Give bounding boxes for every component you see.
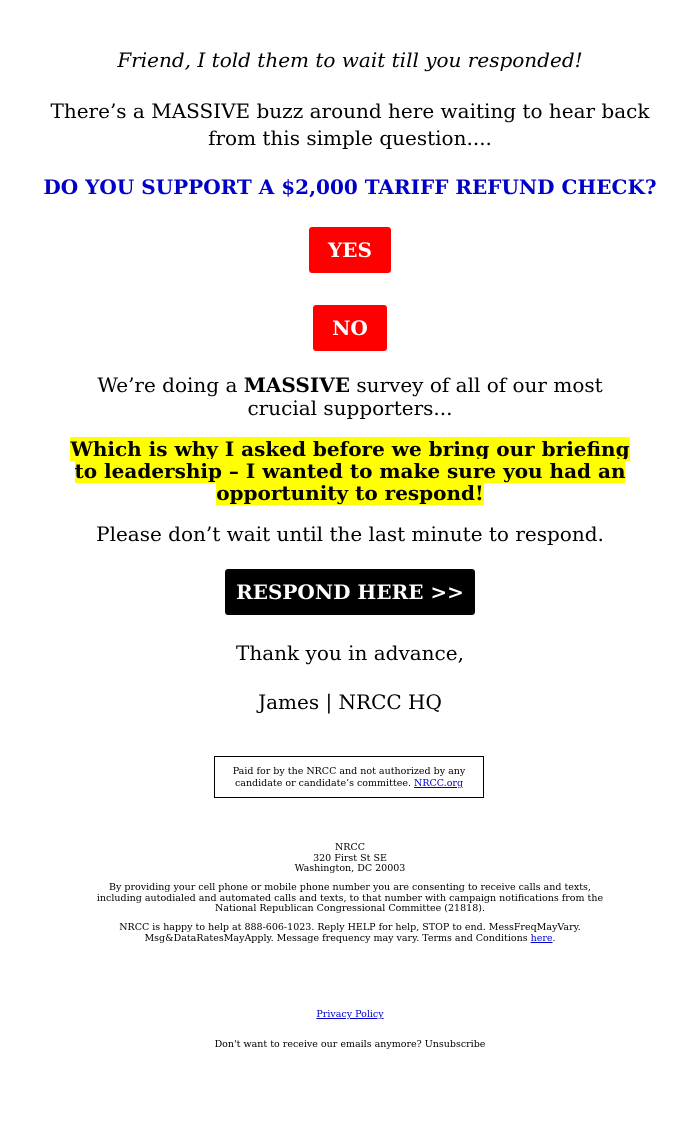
- survey-text-post: survey of all of our most crucial supporters...: [247, 373, 603, 420]
- sms-consent-text: By providing your cell phone or mobile phone number you are consenting to receive calls and texts, including autodialed and automated calls and texts, to that number with campaign notifications from the National Republican Congressional Committee (21818).: [96, 882, 604, 914]
- street-address: 320 First St SE: [313, 852, 387, 864]
- help-text-body: NRCC is happy to help at 888-606-1023. Reply HELP for help, STOP to end. MessFreqMayVary. Msg&DataRatesMayApply. Message frequency may vary. Terms and Conditions: [119, 922, 581, 944]
- mailing-address: [95, 843, 605, 875]
- respond-button[interactable]: RESPOND HERE >>: [225, 569, 475, 615]
- signature-line: James | NRCC HQ: [258, 690, 442, 714]
- thanks-line: Thank you in advance,: [236, 641, 464, 665]
- nrcc-org-link[interactable]: NRCC.org: [414, 777, 464, 789]
- help-text: [95, 923, 605, 944]
- unsubscribe-text[interactable]: Don't want to receive our emails anymore? Unsubscribe: [214, 1039, 486, 1050]
- highlight-paragraph: [60, 438, 640, 504]
- intro-line: Friend, I told them to wait till you responded!: [117, 48, 583, 72]
- terms-link[interactable]: here: [530, 932, 553, 944]
- help-text-end: .: [552, 932, 556, 944]
- privacy-policy-link[interactable]: Privacy Policy: [316, 1009, 384, 1020]
- paid-for-text: Paid for by the NRCC and not authorized by any candidate or candidate’s committee.: [232, 766, 466, 789]
- org-name: NRCC: [334, 842, 365, 853]
- survey-paragraph: [80, 374, 620, 420]
- city-address: Washington, DC 20003: [294, 863, 406, 874]
- paid-for-disclaimer: [214, 756, 484, 798]
- please-paragraph: Please don’t wait until the last minute to respond.: [96, 522, 604, 546]
- privacy-paragraph: [95, 1010, 605, 1021]
- no-button[interactable]: NO: [313, 305, 387, 351]
- question-heading: DO YOU SUPPORT A $2,000 TARIFF REFUND CHECK?: [43, 175, 657, 199]
- highlight-text: Which is why I asked before we bring our briefing to leadership – I wanted to make sure you had an opportunity to respond!: [70, 437, 630, 505]
- yes-button[interactable]: YES: [309, 227, 391, 273]
- survey-text-bold: MASSIVE: [243, 373, 350, 397]
- survey-text-pre: We’re doing a: [97, 373, 244, 397]
- buzz-paragraph: There’s a MASSIVE buzz around here waiting to hear back from this simple question....: [50, 99, 650, 150]
